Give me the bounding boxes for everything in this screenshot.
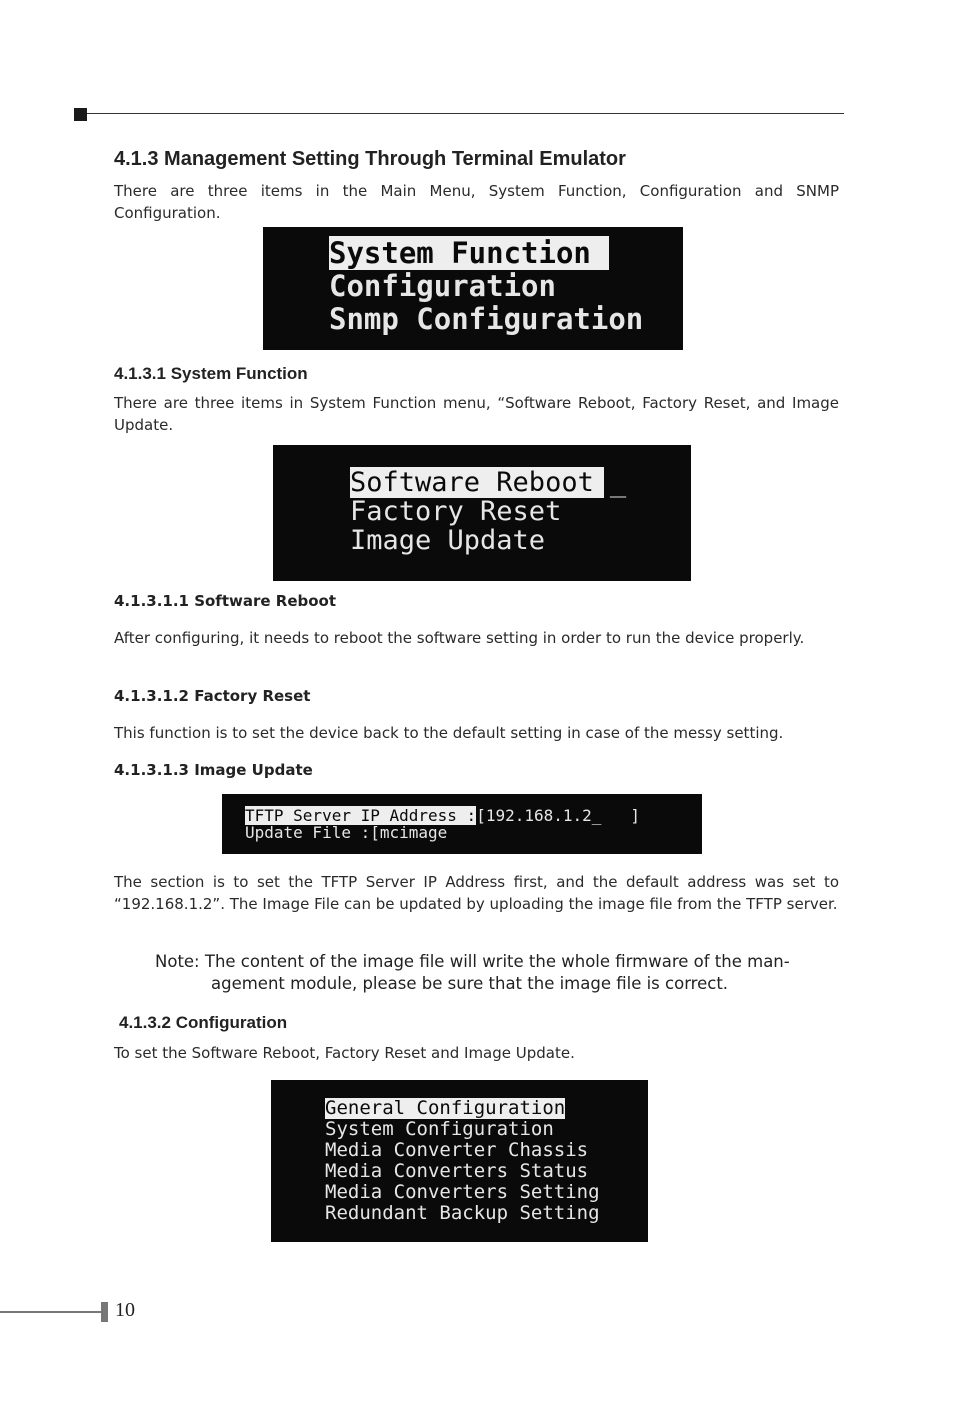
menu-item-general-configuration: General Configuration: [325, 1097, 566, 1119]
tftp-server-label: TFTP Server IP Address :: [245, 806, 477, 825]
menu-item-media-converters-status: Media Converters Status: [325, 1160, 589, 1182]
note-line-1: Note: The content of the image file will write the whole firmware of the man-: [155, 952, 790, 971]
cursor: _: [609, 467, 627, 498]
header-marker: [74, 108, 87, 121]
tftp-server-ip-value: [192.168.1.2_ ]: [476, 806, 640, 825]
note-line-2: agement module, please be sure that the image file is correct.: [211, 974, 729, 993]
software-reboot-paragraph: After configuring, it needs to reboot the software setting in order to run the device properly.: [114, 629, 805, 647]
footer-rule: [0, 1311, 101, 1313]
menu-item-system-configuration: System Configuration: [325, 1118, 554, 1140]
update-file-line: Update File :[mcimage: [245, 823, 448, 842]
system-function-paragraph: There are three items in System Function menu, “Software Reboot, Factory Reset, and Image Update.: [114, 394, 839, 434]
intro-paragraph: There are three items in the Main Menu, System Function, Configuration and SNMP Configuration.: [114, 182, 839, 222]
header-rule: [87, 113, 844, 114]
system-function-heading: 4.1.3.1 System Function: [114, 364, 308, 383]
configuration-heading: 4.1.3.2 Configuration: [119, 1013, 288, 1032]
software-reboot-heading: 4.1.3.1.1 Software Reboot: [114, 592, 337, 610]
menu-item-redundant-backup-setting: Redundant Backup Setting: [325, 1202, 600, 1224]
page-number: 10: [115, 1299, 135, 1321]
main-menu-terminal: [263, 227, 683, 350]
menu-item-media-converter-chassis: Media Converter Chassis: [325, 1139, 589, 1161]
image-update-heading: 4.1.3.1.3 Image Update: [114, 761, 313, 779]
menu-item-media-converters-setting: Media Converters Setting: [325, 1181, 600, 1203]
section-heading: 4.1.3 Management Setting Through Terminal Emulator: [114, 148, 626, 170]
note: [155, 951, 840, 995]
menu-item-image-update: Image Update: [350, 525, 546, 556]
menu-item-snmp-configuration: Snmp Configuration: [329, 302, 644, 336]
configuration-terminal: [271, 1080, 648, 1242]
menu-item-system-function: System Function: [329, 236, 609, 270]
menu-item-software-reboot: [350, 467, 626, 499]
image-update-paragraph: The section is to set the TFTP Server IP Address first, and the default address was set to “192.168.1.2”. The Image File can be updated by uploading the image file from the TFTP server.: [114, 873, 839, 913]
image-update-terminal: [222, 794, 702, 854]
configuration-paragraph: To set the Software Reboot, Factory Reset and Image Update.: [114, 1044, 575, 1062]
menu-item-factory-reset: Factory Reset: [350, 496, 562, 527]
software-reboot-label: Software Reboot: [350, 467, 604, 498]
system-function-terminal: [273, 445, 691, 581]
footer-bar: [101, 1302, 108, 1322]
factory-reset-heading: 4.1.3.1.2 Factory Reset: [114, 687, 311, 705]
factory-reset-paragraph: This function is to set the device back to the default setting in case of the messy setting.: [114, 724, 784, 742]
menu-item-configuration: Configuration: [329, 269, 556, 303]
